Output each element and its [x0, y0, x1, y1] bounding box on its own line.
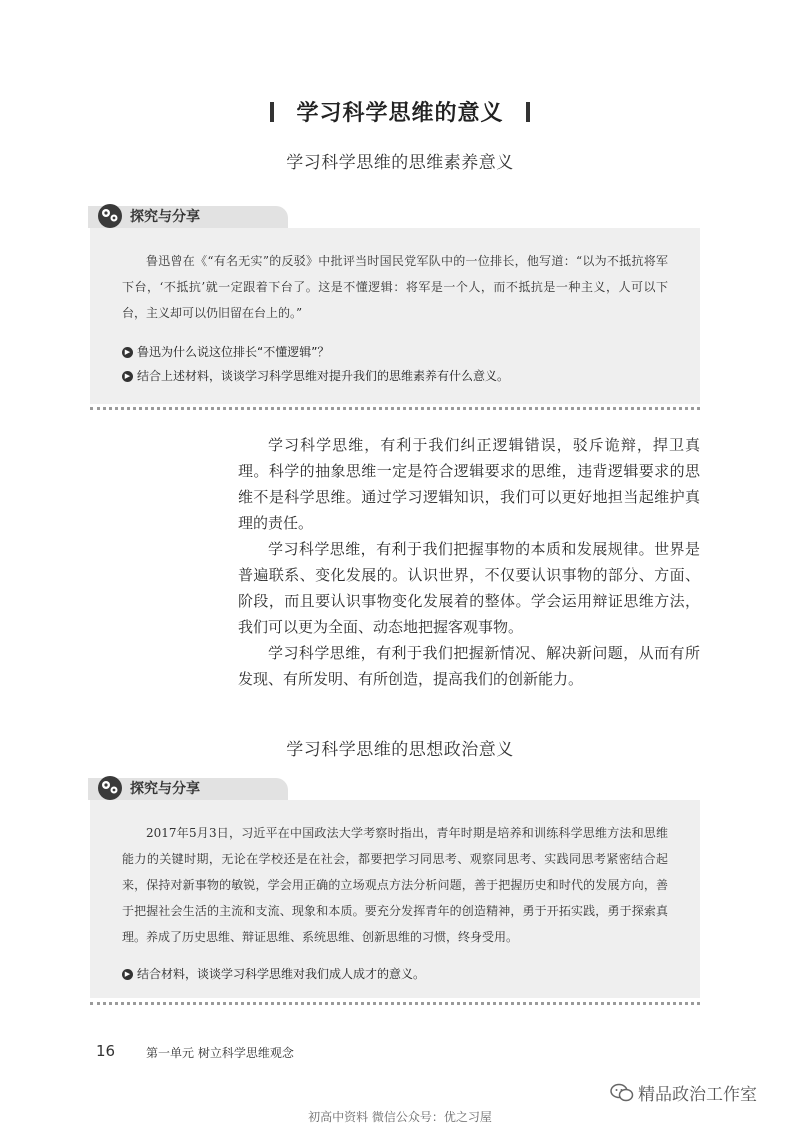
body-paragraph: 学习科学思维，有利于我们把握事物的本质和发展规律。世界是普遍联系、变化发展的。认识世界，不仅要认识事物的部分、方面、阶段，而且要认识事物变化发展着的整体。学会运用辩证思维方法，我们可以更为全面、动态地把握客观事物。 [238, 540, 700, 636]
explore-icon [96, 202, 124, 230]
explore-material: 鲁迅曾在《“有名无实”的反驳》中批评当时国民党军队中的一位排长，他写道：“以为不抵抗将军下台，‘不抵抗’就一定跟着下台了。这是不懂逻辑：将军是一个人，而不抵抗是一种主义，人可以下台，主义却可以仍旧留在台上的。” [122, 254, 668, 320]
arrow-bullet-icon: ▶ [122, 371, 133, 382]
title-bar-left [270, 102, 274, 122]
dotted-divider [90, 1002, 700, 1005]
unit-label: 第一单元 树立科学思维观念 [146, 1046, 294, 1060]
explore-icon [96, 774, 124, 802]
question-item [122, 340, 668, 364]
body-paragraph: 学习科学思维，有利于我们纠正逻辑错误，驳斥诡辩，捍卫真理。科学的抽象思维一定是符合逻辑要求的思维，违背逻辑要求的思维不是科学思维。通过学习逻辑知识，我们可以更好地担当起维护真理的责任。 [238, 436, 700, 532]
section1-body [238, 432, 700, 692]
explore-material: 2017年5月3日，习近平在中国政法大学考察时指出，青年时期是培养和训练科学思维方法和思维能力的关键时期，无论在学校还是在社会，都要把学习同思考、观察同思考、实践同思考紧密结合起来，保持对新事物的敏锐，学会用正确的立场观点方法分析问题，善于把握历史和时代的发展方向，善于把握社会生活的主流和支流、现象和本质。要充分发挥青年的创造精神，勇于开拓实践，勇于探索真理。养成了历史思维、辩证思维、系统思维、创新思维的习惯，终身受用。 [122, 826, 668, 944]
section2-heading: 学习科学思维的思想政治意义 [286, 740, 514, 760]
question-text: 结合上述材料，谈谈学习科学思维对提升我们的思维素养有什么意义。 [137, 369, 510, 383]
explore-label: 探究与分享 [130, 781, 200, 797]
watermark-text: 精品政治工作室 [638, 1085, 757, 1105]
explore-body [90, 800, 700, 996]
question-text: 结合材料，谈谈学习科学思维对我们成人成才的意义。 [137, 967, 426, 981]
explore-box-1 [90, 209, 700, 404]
body-paragraph: 学习科学思维，有利于我们把握新情况、解决新问题，从而有所发现、有所发明、有所创造，提高我们的创新能力。 [238, 644, 700, 688]
arrow-bullet-icon: ▶ [122, 347, 133, 358]
question-item [122, 962, 668, 986]
explore-label: 探究与分享 [130, 209, 200, 225]
arrow-bullet-icon: ▶ [122, 969, 133, 980]
question-item [122, 364, 668, 388]
dotted-divider [90, 407, 700, 410]
wechat-icon [610, 1083, 634, 1103]
question-text: 鲁迅为什么说这位排长“不懂逻辑”？ [137, 345, 330, 359]
page-title [0, 96, 800, 127]
section1-heading: 学习科学思维的思维素养意义 [286, 153, 514, 173]
page-number: 16 [96, 1042, 116, 1060]
title-bar-right [526, 102, 530, 122]
watermark [610, 1080, 757, 1105]
explore-header [96, 774, 200, 802]
explore-body [90, 228, 700, 398]
explore-box-2 [90, 781, 700, 998]
footer-note: 初高中资料 微信公众号：优之习屋 [308, 1110, 492, 1124]
explore-header [96, 202, 200, 230]
page-title-text: 学习科学思维的意义 [296, 101, 504, 126]
